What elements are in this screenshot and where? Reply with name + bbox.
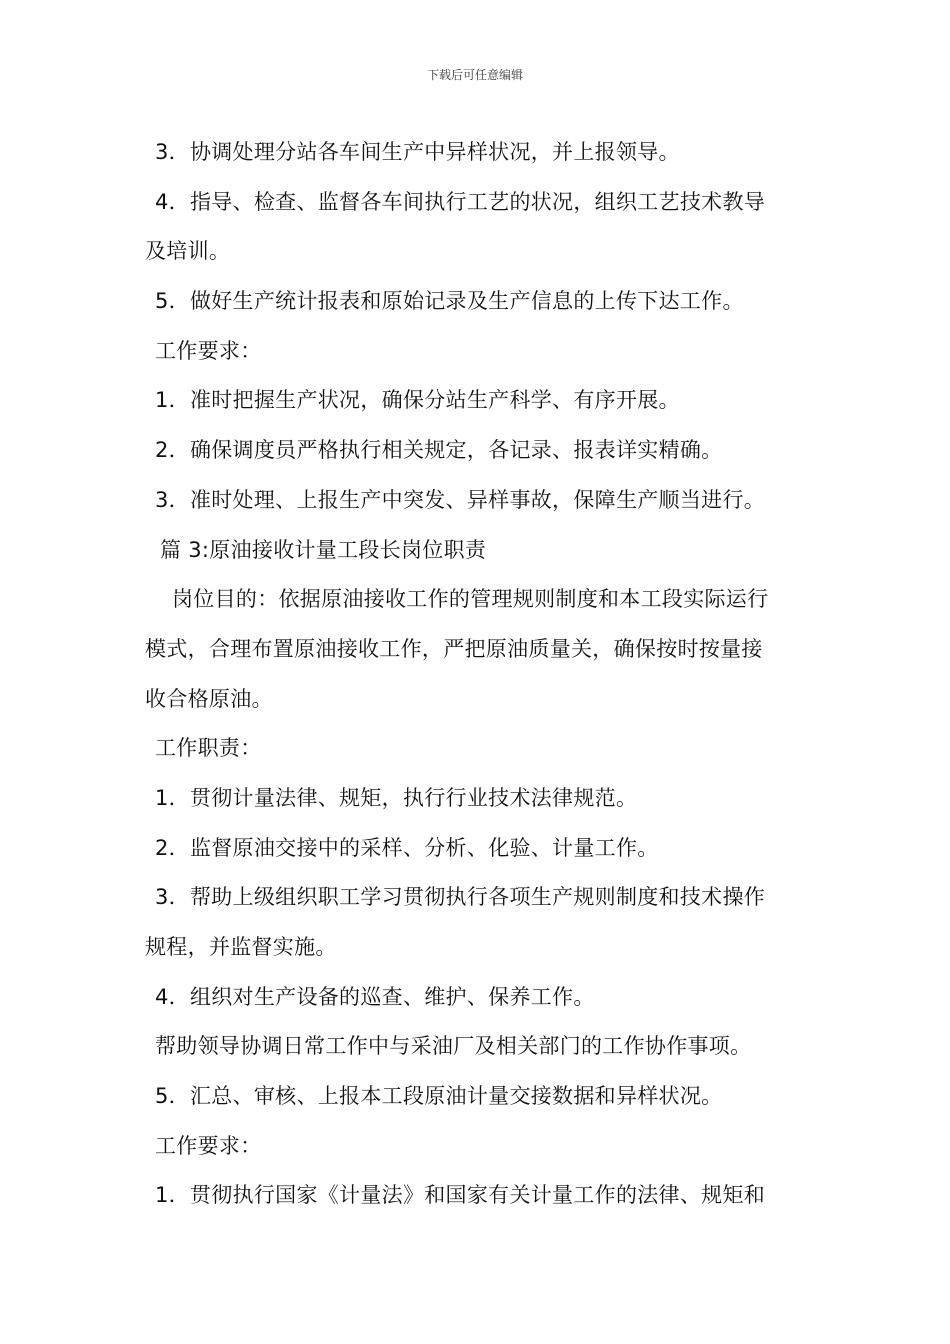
paragraph-line: 4．组织对生产设备的巡查、维护、保养工作。 (155, 984, 595, 1009)
paragraph-line: 3．准时处理、上报生产中突发、异样事故，保障生产顺当进行。 (155, 487, 766, 512)
paragraph-line: 岗位目的：依据原油接收工作的管理规则制度和本工段实际运行 (172, 587, 769, 612)
document-body (145, 128, 810, 1221)
paragraph-line: 1．贯彻执行国家《计量法》和国家有关计量工作的法律、规矩和 (155, 1183, 766, 1208)
section-heading: 工作要求： (155, 338, 262, 363)
paragraph-line: 4．指导、检查、监督各车间执行工艺的状况，组织工艺技术教导 (155, 189, 766, 214)
paragraph-line: 及培训。 (145, 239, 231, 264)
paragraph-line: 规程，并监督实施。 (145, 935, 337, 959)
paragraph-line: 3．协调处理分站各车间生产中异样状况，并上报领导。 (155, 140, 680, 164)
paragraph-line: 5．汇总、审核、上报本工段原油计量交接数据和异样状况。 (155, 1084, 723, 1109)
paragraph-line: 1．贯彻计量法律、规矩，执行行业技术法律规范。 (155, 785, 638, 810)
paragraph-line: 模式，合理布置原油接收工作，严把原油质量关，确保按时按量接 (145, 636, 763, 661)
chapter-title: 篇 3:原油接收计量工段长岗位职责 (160, 537, 487, 562)
paragraph-line: 2．确保调度员严格执行相关规定，各记录、报表详实精确。 (155, 438, 723, 463)
section-heading: 工作职责： (155, 736, 262, 761)
paragraph-line: 5．做好生产统计报表和原始记录及生产信息的上传下达工作。 (155, 289, 744, 314)
paragraph-line: 帮助领导协调日常工作中与采油厂及相关部门的工作协作事项。 (155, 1034, 752, 1059)
section-heading: 工作要求： (155, 1133, 262, 1158)
paragraph-line: 3．帮助上级组织职工学习贯彻执行各项生产规则制度和技术操作 (155, 885, 766, 910)
paragraph-line: 收合格原油。 (145, 686, 273, 711)
paragraph-line: 2．监督原油交接中的采样、分析、化验、计量工作。 (155, 835, 659, 860)
page-header: 下载后可任意编辑 (426, 68, 523, 82)
paragraph-line: 1．准时把握生产状况，确保分站生产科学、有序开展。 (155, 388, 680, 413)
